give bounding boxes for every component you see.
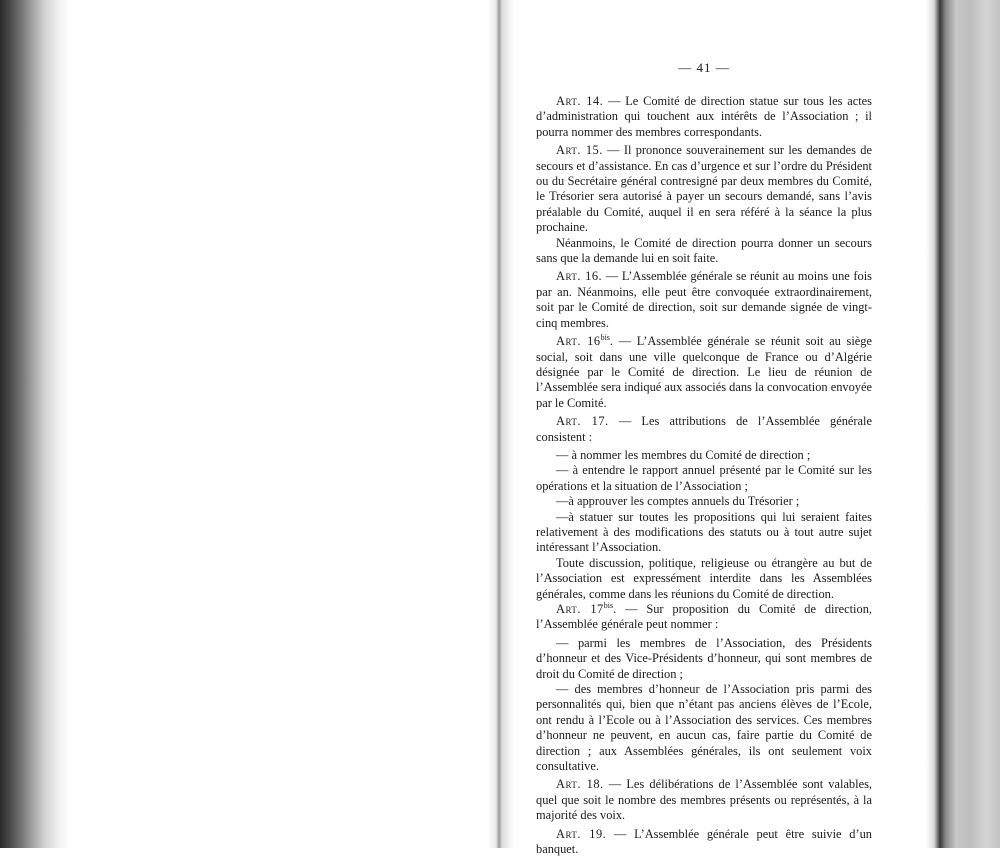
article-17-bis-item: — parmi les membres de l’Association, des Présidents d’honneur et des Vice-Présidents d’honneur, qui sont membres de droit du Comité de direction ; (536, 635, 872, 681)
article-text: . — L’Assemblée générale se réunit soit au siège social, soit dans une ville quelconque de France ou d’Algérie désignée par le Comité de direction. Le lieu de réunion de l’Assemblée sera indiqué aux associés dans la convocation envoyée par le Comité. (536, 334, 872, 410)
article-bis-superscript: bis (603, 600, 614, 610)
article-17-paragraph: Toute discussion, politique, religieuse ou étrangère au but de l’Association est expressément interdite dans les Assemblées générales, comme dans les réunions du Comité de direction. (536, 555, 872, 601)
article-16-bis (536, 334, 872, 411)
article-18 (536, 777, 872, 823)
article-label: Art. 17. (556, 414, 609, 429)
article-label: Art. 16. (556, 269, 603, 284)
book-gutter (488, 0, 514, 848)
article-15 (536, 143, 872, 235)
article-label: Art. 14. (556, 94, 604, 108)
article-text: — Les attributions de l’Assemblée générale consistent : (536, 414, 872, 444)
article-text: — L’Assemblée générale peut être suivie d’un banquet. (536, 826, 872, 857)
article-text: . — Sur proposition du Comité de direction, l’Assemblée générale peut nommer : (536, 602, 872, 632)
article-17-item: — à entendre le rapport annuel présenté par le Comité sur les opérations et la situation de l’Association ; (536, 463, 872, 493)
article-17-bis-item: — des membres d’honneur de l’Association pris parmi des personnalités qui, bien que n’étant pas anciens élèves de l’Ecole, ont rendu à l’Ecole ou à l’Association des services. Ces membres d’honneur ne peuvent, en aucun cas, faire partie du Comité de direction ; aux Assemblées générales, ils ont seulement voix consultative. (536, 682, 872, 774)
article-label: Art. 19. (556, 826, 607, 841)
article-label: Art. 17 (556, 602, 604, 616)
article-17-item: — à nommer les membres du Comité de direction ; (556, 447, 811, 462)
article-16 (536, 269, 872, 331)
article-text: — L’Assemblée générale se réunit au moins une fois par an. Néanmoins, elle peut être convoquée extraordinairement, soit par le Comité de direction, soit sur demande signée de vingt-cinq membres. (536, 269, 872, 330)
article-14 (536, 94, 872, 140)
statutes-text (536, 94, 872, 861)
page-number: — 41 — (678, 60, 730, 75)
article-17-bis (536, 602, 872, 633)
left-blank-page (70, 0, 500, 848)
article-text: — Il prononce souverainement sur les demandes de secours et d’assistance. En cas d’urgence et sur l’ordre du Président ou du Secrétaire général contresigné par deux membres du Comité, le Trésorier sera autorisé à payer un secours demandé, sans l’avis préalable du Comité, auquel il en sera référé à la séance la plus prochaine. (536, 143, 872, 235)
article-17-item: —à statuer sur toutes les propositions qui lui seraient faites relativement à des modifications des statuts ou à tout autre sujet intéressant l’Association. (536, 509, 872, 555)
article-19 (536, 827, 872, 858)
article-17-item: —à approuver les comptes annuels du Trésorier ; (556, 494, 800, 509)
article-label: Art. 18. (556, 777, 604, 792)
right-book-edge-shadow (926, 0, 1000, 848)
article-text: — Les délibérations de l’Assemblée sont valables, quel que soit le nombre des membres présents ou représentés, à la majorité des voix. (536, 777, 872, 823)
article-label: Art. 16 (556, 334, 601, 349)
article-label: Art. 15. (556, 143, 603, 158)
article-bis-superscript: bis (600, 332, 610, 342)
article-17 (536, 414, 872, 445)
left-book-edge-shadow (0, 0, 70, 848)
article-text: — Le Comité de direction statue sur tous les actes d’administration qui touchent aux intérêts de l’Association ; il pourra nommer des membres correspondants. (536, 94, 872, 139)
article-15-paragraph: Néanmoins, le Comité de direction pourra donner un secours sans que la demande lui en soit faite. (536, 235, 872, 266)
